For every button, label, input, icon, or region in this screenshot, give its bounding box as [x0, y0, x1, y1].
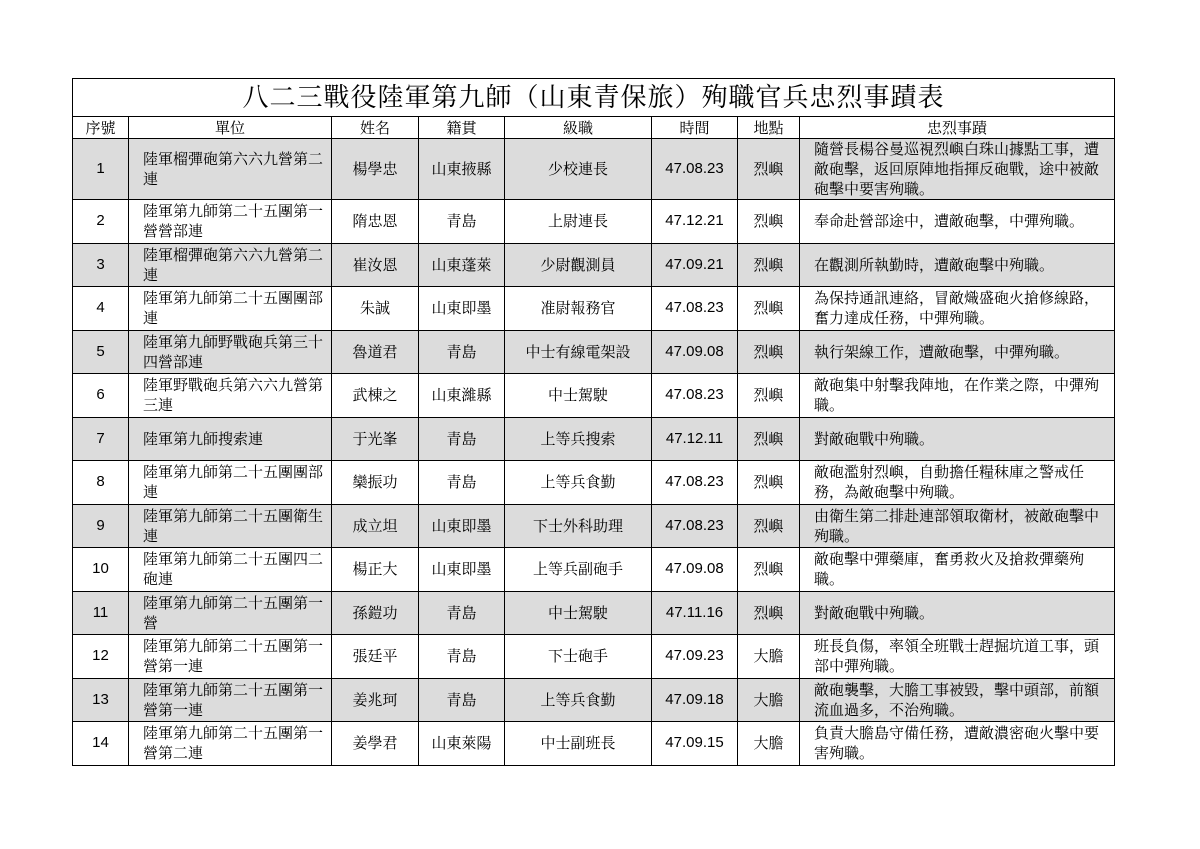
cell-place: 烈嶼	[738, 139, 800, 200]
cell-unit: 陸軍第九師野戰砲兵第三十四營部連	[129, 330, 332, 374]
header-origin: 籍貫	[419, 117, 505, 139]
cell-rank: 中士有線電架設	[505, 330, 652, 374]
cell-deeds: 敵砲集中射擊我陣地，在作業之際，中彈殉職。	[800, 374, 1115, 418]
header-rank: 級職	[505, 117, 652, 139]
cell-name: 孫鎧功	[332, 591, 419, 635]
cell-index: 6	[73, 374, 129, 418]
cell-name: 魯道君	[332, 330, 419, 374]
cell-index: 9	[73, 504, 129, 548]
cell-unit: 陸軍第九師第二十五團第一營	[129, 591, 332, 635]
cell-deeds: 負責大膽島守備任務，遭敵濃密砲火擊中要害殉職。	[800, 722, 1115, 766]
cell-origin: 青島	[419, 417, 505, 461]
table-row	[73, 139, 1115, 200]
cell-unit: 陸軍第九師第二十五團第一營第一連	[129, 678, 332, 722]
cell-name: 張廷平	[332, 635, 419, 679]
cell-origin: 山東即墨	[419, 548, 505, 592]
cell-time: 47.08.23	[652, 461, 738, 505]
cell-rank: 上等兵食勤	[505, 678, 652, 722]
table-row	[73, 678, 1115, 722]
cell-origin: 山東即墨	[419, 287, 505, 331]
cell-origin: 山東萊陽	[419, 722, 505, 766]
cell-unit: 陸軍第九師第二十五團衛生連	[129, 504, 332, 548]
table-row	[73, 504, 1115, 548]
header-unit: 單位	[129, 117, 332, 139]
cell-time: 47.09.23	[652, 635, 738, 679]
cell-place: 大膽	[738, 678, 800, 722]
cell-unit: 陸軍野戰砲兵第六六九營第三連	[129, 374, 332, 418]
cell-deeds: 為保持通訊連絡，冒敵熾盛砲火搶修線路，奮力達成任務，中彈殉職。	[800, 287, 1115, 331]
header-time: 時間	[652, 117, 738, 139]
cell-time: 47.08.23	[652, 374, 738, 418]
cell-origin: 山東掖縣	[419, 139, 505, 200]
cell-deeds: 敵砲襲擊，大膽工事被毀，擊中頭部，前額流血過多，不治殉職。	[800, 678, 1115, 722]
cell-rank: 上等兵搜索	[505, 417, 652, 461]
cell-time: 47.09.15	[652, 722, 738, 766]
cell-time: 47.08.23	[652, 287, 738, 331]
cell-index: 10	[73, 548, 129, 592]
cell-index: 12	[73, 635, 129, 679]
cell-index: 4	[73, 287, 129, 331]
header-deeds: 忠烈事蹟	[800, 117, 1115, 139]
cell-rank: 少尉觀測員	[505, 243, 652, 287]
cell-unit: 陸軍第九師第二十五團團部連	[129, 461, 332, 505]
cell-origin: 山東即墨	[419, 504, 505, 548]
cell-place: 烈嶼	[738, 591, 800, 635]
header-row	[73, 117, 1115, 139]
cell-index: 7	[73, 417, 129, 461]
cell-index: 2	[73, 200, 129, 244]
cell-index: 5	[73, 330, 129, 374]
cell-place: 烈嶼	[738, 417, 800, 461]
cell-time: 47.09.18	[652, 678, 738, 722]
table-row	[73, 722, 1115, 766]
cell-place: 大膽	[738, 635, 800, 679]
header-place: 地點	[738, 117, 800, 139]
cell-place: 烈嶼	[738, 330, 800, 374]
cell-place: 大膽	[738, 722, 800, 766]
cell-index: 14	[73, 722, 129, 766]
cell-index: 11	[73, 591, 129, 635]
cell-time: 47.08.23	[652, 139, 738, 200]
table-row	[73, 330, 1115, 374]
memorial-table	[72, 78, 1115, 766]
cell-place: 烈嶼	[738, 374, 800, 418]
cell-place: 烈嶼	[738, 461, 800, 505]
cell-deeds: 敵砲擊中彈藥庫，奮勇救火及搶救彈藥殉職。	[800, 548, 1115, 592]
cell-name: 欒振功	[332, 461, 419, 505]
table-row	[73, 548, 1115, 592]
cell-time: 47.09.08	[652, 330, 738, 374]
cell-name: 朱誠	[332, 287, 419, 331]
cell-time: 47.08.23	[652, 504, 738, 548]
cell-rank: 下士外科助理	[505, 504, 652, 548]
cell-deeds: 班長負傷，率領全班戰士趕掘坑道工事，頭部中彈殉職。	[800, 635, 1115, 679]
cell-deeds: 對敵砲戰中殉職。	[800, 417, 1115, 461]
table-row	[73, 243, 1115, 287]
cell-unit: 陸軍第九師第二十五團團部連	[129, 287, 332, 331]
table-row	[73, 417, 1115, 461]
cell-origin: 青島	[419, 461, 505, 505]
cell-origin: 青島	[419, 591, 505, 635]
cell-time: 47.09.21	[652, 243, 738, 287]
cell-deeds: 執行架線工作，遭敵砲擊，中彈殉職。	[800, 330, 1115, 374]
cell-rank: 上等兵副砲手	[505, 548, 652, 592]
cell-index: 13	[73, 678, 129, 722]
cell-place: 烈嶼	[738, 548, 800, 592]
table-row	[73, 200, 1115, 244]
cell-name: 于光峯	[332, 417, 419, 461]
cell-rank: 上尉連長	[505, 200, 652, 244]
cell-index: 1	[73, 139, 129, 200]
cell-origin: 山東濰縣	[419, 374, 505, 418]
cell-rank: 中士副班長	[505, 722, 652, 766]
cell-unit: 陸軍第九師搜索連	[129, 417, 332, 461]
header-name: 姓名	[332, 117, 419, 139]
table-row	[73, 461, 1115, 505]
cell-deeds: 在觀測所執勤時，遭敵砲擊中殉職。	[800, 243, 1115, 287]
cell-rank: 准尉報務官	[505, 287, 652, 331]
cell-place: 烈嶼	[738, 287, 800, 331]
cell-origin: 青島	[419, 200, 505, 244]
cell-time: 47.12.11	[652, 417, 738, 461]
cell-index: 3	[73, 243, 129, 287]
cell-deeds: 由衛生第二排赴連部領取衛材，被敵砲擊中殉職。	[800, 504, 1115, 548]
cell-time: 47.11.16	[652, 591, 738, 635]
cell-place: 烈嶼	[738, 504, 800, 548]
cell-unit: 陸軍榴彈砲第六六九營第二連	[129, 243, 332, 287]
cell-unit: 陸軍第九師第二十五團第一營第二連	[129, 722, 332, 766]
cell-rank: 上等兵食勤	[505, 461, 652, 505]
cell-index: 8	[73, 461, 129, 505]
cell-name: 姜學君	[332, 722, 419, 766]
cell-deeds: 對敵砲戰中殉職。	[800, 591, 1115, 635]
cell-unit: 陸軍第九師第二十五團第一營營部連	[129, 200, 332, 244]
cell-place: 烈嶼	[738, 200, 800, 244]
cell-time: 47.12.21	[652, 200, 738, 244]
cell-place: 烈嶼	[738, 243, 800, 287]
cell-rank: 少校連長	[505, 139, 652, 200]
cell-name: 崔汝恩	[332, 243, 419, 287]
cell-name: 隋忠恩	[332, 200, 419, 244]
header-index: 序號	[73, 117, 129, 139]
cell-name: 楊學忠	[332, 139, 419, 200]
page-title: 八二三戰役陸軍第九師（山東青保旅）殉職官兵忠烈事蹟表	[73, 79, 1115, 117]
table-body	[73, 139, 1115, 766]
cell-rank: 中士駕駛	[505, 591, 652, 635]
cell-deeds: 隨營長楊谷曼巡視烈嶼白珠山據點工事，遭敵砲擊，返回原陣地指揮反砲戰，途中被敵砲擊中要害殉職。	[800, 139, 1115, 200]
table-row	[73, 591, 1115, 635]
cell-time: 47.09.08	[652, 548, 738, 592]
cell-unit: 陸軍第九師第二十五團四二砲連	[129, 548, 332, 592]
cell-name: 成立坦	[332, 504, 419, 548]
table-row	[73, 374, 1115, 418]
cell-origin: 青島	[419, 330, 505, 374]
cell-deeds: 敵砲濫射烈嶼，自動擔任糧秣庫之警戒任務，為敵砲擊中殉職。	[800, 461, 1115, 505]
cell-rank: 下士砲手	[505, 635, 652, 679]
table-row	[73, 287, 1115, 331]
table-row	[73, 635, 1115, 679]
cell-origin: 青島	[419, 678, 505, 722]
cell-origin: 山東蓬萊	[419, 243, 505, 287]
cell-unit: 陸軍榴彈砲第六六九營第二連	[129, 139, 332, 200]
cell-deeds: 奉命赴營部途中，遭敵砲擊，中彈殉職。	[800, 200, 1115, 244]
cell-name: 楊正大	[332, 548, 419, 592]
cell-name: 武棟之	[332, 374, 419, 418]
cell-origin: 青島	[419, 635, 505, 679]
cell-name: 姜兆珂	[332, 678, 419, 722]
cell-rank: 中士駕駛	[505, 374, 652, 418]
cell-unit: 陸軍第九師第二十五團第一營第一連	[129, 635, 332, 679]
